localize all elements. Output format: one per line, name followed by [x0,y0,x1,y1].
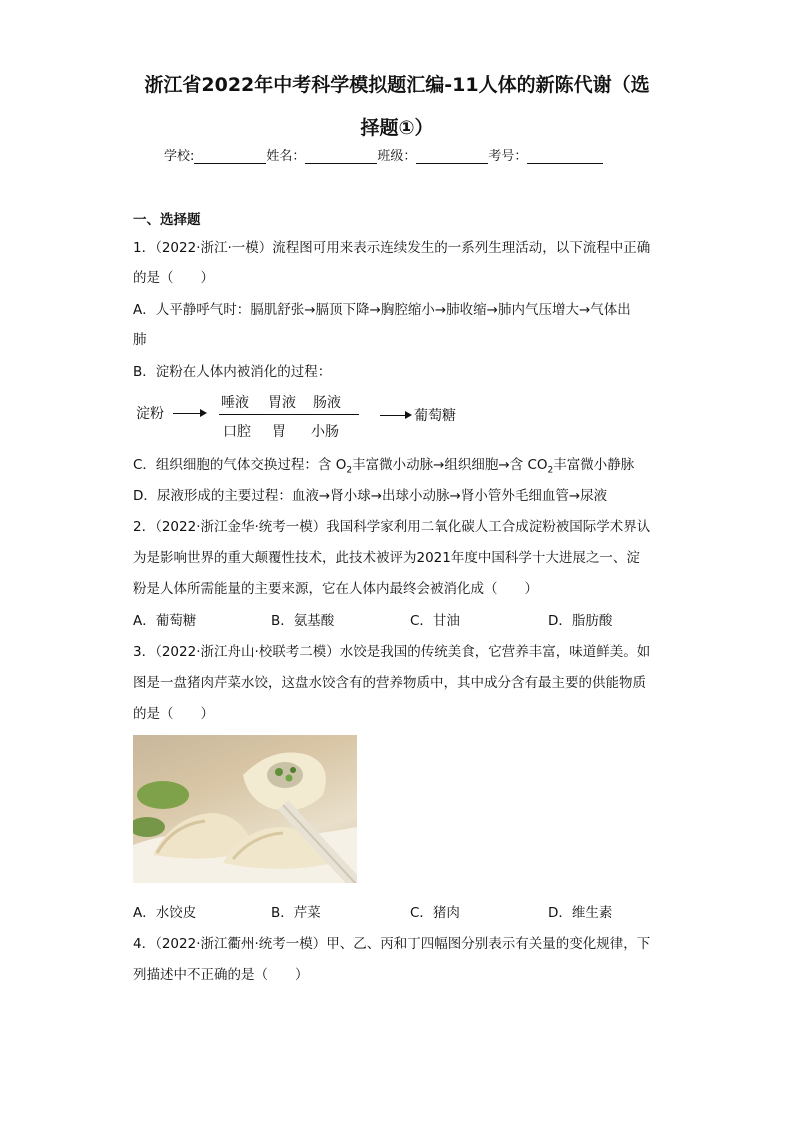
q1-option-a-line2: 肺 [133,332,147,348]
class-blank [416,150,488,164]
q1-option-a-line1: A．人平静呼气时：膈肌舒张→膈顶下降→胸腔缩小→肺收缩→肺内气压增大→气体出 [133,302,631,318]
enzyme-intestinal: 肠液 [313,395,341,411]
q1-stem-line2: 的是（ ） [133,270,214,286]
q4-stem-line2: 列描述中不正确的是（ ） [133,967,309,983]
q3-option-c: C．猪肉 [410,905,460,921]
flow-arrow-right [380,415,410,416]
q2-stem-line3: 粉是人体所需能量的主要来源，它在人体内最终会被消化成（ ） [133,581,538,597]
flow-start-label: 淀粉 [136,406,164,422]
o2-subscript: 2 [346,465,353,476]
name-blank [305,150,377,164]
dumpling-photo [133,735,357,883]
organ-mouth: 口腔 [223,424,251,440]
q2-option-b: B．氨基酸 [271,613,335,629]
q3-stem-line1: 3．（2022·浙江舟山·校联考二模）水饺是我国的传统美食，它营养丰富，味道鲜美。如 [133,644,651,660]
number-label: 考号： [488,149,528,164]
q1-stem-line1: 1．（2022·浙江·一模）流程图可用来表示连续发生的一系列生理活动，以下流程中正确 [133,240,651,256]
co2-subscript: 2 [547,465,554,476]
q1-option-b: B．淀粉在人体内被消化的过程： [133,364,332,380]
class-label: 班级： [377,149,417,164]
dumpling-illustration [133,735,357,883]
page-title-line1: 浙江省2022年中考科学模拟题汇编-11人体的新陈代谢（选 [144,74,650,96]
student-info-row [164,145,603,164]
q3-option-d: D．维生素 [548,905,613,921]
organ-small-intestine: 小肠 [311,424,339,440]
q3-stem-line2: 图是一盘猪肉芹菜水饺，这盘水饺含有的营养物质中，其中成分含有最主要的供能物质 [133,675,646,691]
number-blank [527,150,603,164]
enzyme-saliva: 唾液 [221,395,249,411]
q1-option-c [133,453,634,476]
q2-option-d: D．脂肪酸 [548,613,613,629]
name-label: 姓名： [266,149,306,164]
section-heading: 一、选择题 [133,212,201,228]
flow-end-label: 葡萄糖 [414,408,456,424]
q4-stem-line1: 4．（2022·浙江衢州·统考一模）甲、乙、丙和丁四幅图分别表示有关量的变化规律，下 [133,936,651,952]
q2-stem-line2: 为是影响世界的重大颠覆性技术，此技术被评为2021年度中国科学十大进展之一、淀 [133,550,640,566]
q3-option-a: A．水饺皮 [133,905,197,921]
q1-option-c-prefix: C．组织细胞的气体交换过程：含 O [133,457,347,473]
q1-option-c-mid: 丰富微小动脉→组织细胞→含 CO [352,457,548,473]
flow-arrow-left [173,413,205,414]
flow-divider [219,414,359,415]
q1-option-d: D．尿液形成的主要过程：血液→肾小球→出球小动脉→肾小管外毛细血管→尿液 [133,488,608,504]
digestion-flow-diagram [133,392,493,442]
q2-option-c: C．甘油 [410,613,460,629]
q1-option-c-suffix: 丰富微小静脉 [553,457,635,473]
school-blank [194,150,266,164]
q2-stem-line1: 2．（2022·浙江金华·统考一模）我国科学家利用二氧化碳人工合成淀粉被国际学术界认 [133,519,651,535]
enzyme-gastric: 胃液 [268,395,296,411]
school-label: 学校: [164,149,195,164]
q3-stem-line3: 的是（ ） [133,706,214,722]
q2-option-a: A．葡萄糖 [133,613,197,629]
page-title-line2: 择题①） [360,117,434,139]
q3-option-b: B．芹菜 [271,905,321,921]
organ-stomach: 胃 [272,424,286,440]
